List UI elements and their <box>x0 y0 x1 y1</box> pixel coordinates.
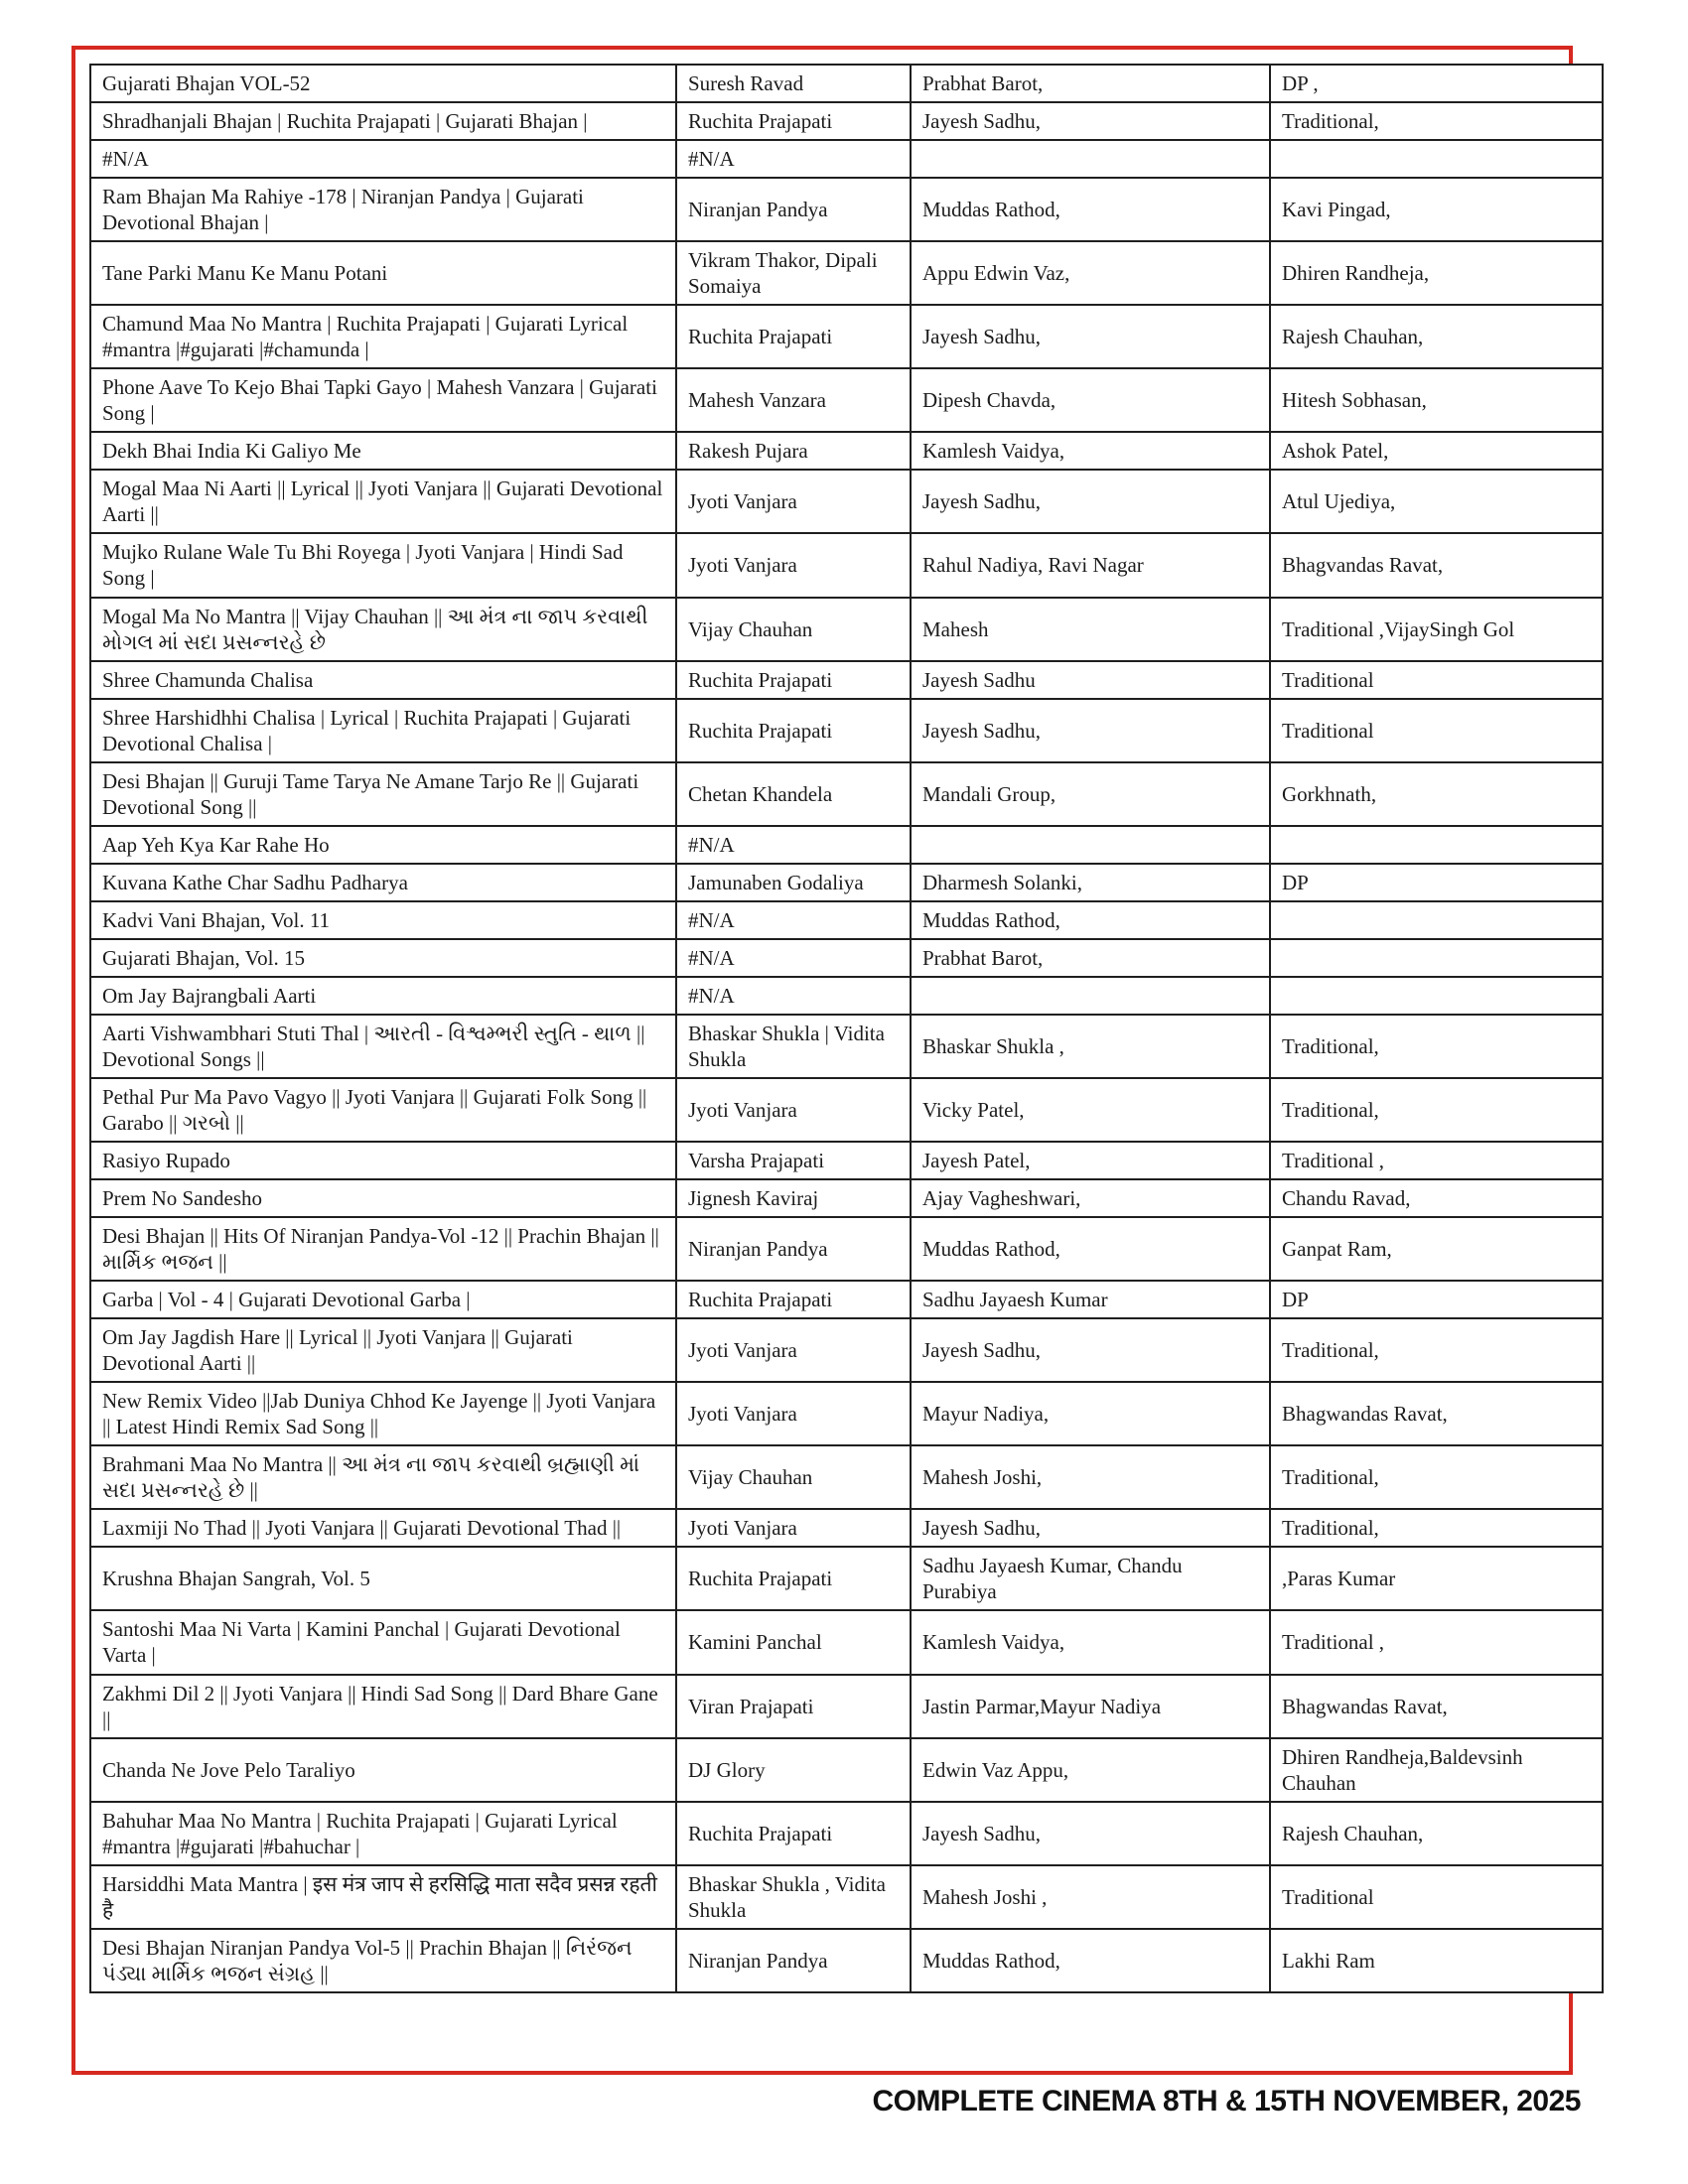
title-cell: Rasiyo Rupado <box>90 1142 676 1179</box>
music-cell: Prabhat Barot, <box>911 939 1270 977</box>
table-row <box>90 1179 1603 1217</box>
lyricist-cell: Traditional <box>1270 661 1603 699</box>
lyricist-cell: Dhiren Randheja,Baldevsinh Chauhan <box>1270 1738 1603 1802</box>
title-cell: Laxmiji No Thad || Jyoti Vanjara || Gujarati Devotional Thad || <box>90 1509 676 1547</box>
table-row <box>90 1610 1603 1674</box>
music-cell: Jayesh Sadhu, <box>911 305 1270 368</box>
table-row <box>90 1078 1603 1142</box>
title-cell: Bahuhar Maa No Mantra | Ruchita Prajapati | Gujarati Lyrical #mantra |#gujarati |#bahuchar | <box>90 1802 676 1865</box>
music-cell: Dipesh Chavda, <box>911 368 1270 432</box>
table-row <box>90 598 1603 661</box>
title-cell: Prem No Sandesho <box>90 1179 676 1217</box>
music-cell: Prabhat Barot, <box>911 65 1270 102</box>
title-cell: Chanda Ne Jove Pelo Taraliyo <box>90 1738 676 1802</box>
singer-cell: Jyoti Vanjara <box>676 1318 911 1382</box>
title-cell: Garba | Vol - 4 | Gujarati Devotional Garba | <box>90 1281 676 1318</box>
singer-cell: #N/A <box>676 977 911 1015</box>
lyricist-cell: Traditional, <box>1270 1318 1603 1382</box>
lyricist-cell: Traditional, <box>1270 1015 1603 1078</box>
music-cell: Rahul Nadiya, Ravi Nagar <box>911 533 1270 597</box>
music-cell: Edwin Vaz Appu, <box>911 1738 1270 1802</box>
table-row <box>90 533 1603 597</box>
music-cell <box>911 826 1270 864</box>
table-row <box>90 699 1603 762</box>
music-cell: Kamlesh Vaidya, <box>911 432 1270 470</box>
title-cell: #N/A <box>90 140 676 178</box>
music-cell: Mandali Group, <box>911 762 1270 826</box>
title-cell: Gujarati Bhajan, Vol. 15 <box>90 939 676 977</box>
table-row <box>90 1929 1603 1992</box>
singer-cell: Ruchita Prajapati <box>676 661 911 699</box>
title-cell: Mogal Maa Ni Aarti || Lyrical || Jyoti Vanjara || Gujarati Devotional Aarti || <box>90 470 676 533</box>
table-row <box>90 1738 1603 1802</box>
singer-cell: Chetan Khandela <box>676 762 911 826</box>
title-cell: Mogal Ma No Mantra || Vijay Chauhan || આ મંત્ર ના જાપ કરવાથી મોગલ માં સદા પ્રસન્નરહે છે <box>90 598 676 661</box>
music-cell: Mahesh Joshi , <box>911 1865 1270 1929</box>
table-row <box>90 368 1603 432</box>
music-cell: Jayesh Sadhu, <box>911 1802 1270 1865</box>
table-row <box>90 977 1603 1015</box>
table-row <box>90 901 1603 939</box>
singer-cell: Ruchita Prajapati <box>676 699 911 762</box>
release-table-body <box>90 65 1603 1992</box>
title-cell: Tane Parki Manu Ke Manu Potani <box>90 241 676 305</box>
singer-cell: Suresh Ravad <box>676 65 911 102</box>
lyricist-cell <box>1270 826 1603 864</box>
singer-cell: Varsha Prajapati <box>676 1142 911 1179</box>
singer-cell: Ruchita Prajapati <box>676 1281 911 1318</box>
lyricist-cell: Kavi Pingad, <box>1270 178 1603 241</box>
music-cell: Jastin Parmar,Mayur Nadiya <box>911 1675 1270 1738</box>
lyricist-cell: Chandu Ravad, <box>1270 1179 1603 1217</box>
title-cell: Desi Bhajan Niranjan Pandya Vol-5 || Prachin Bhajan || નિરંજન પંડ્યા માર્મિક ભજન સંગ્રહ || <box>90 1929 676 1992</box>
title-cell: Harsiddhi Mata Mantra | इस मंत्र जाप से हरसिद्धि माता सदैव प्रसन्न रहती है <box>90 1865 676 1929</box>
title-cell: Gujarati Bhajan VOL-52 <box>90 65 676 102</box>
music-cell: Sadhu Jayaesh Kumar <box>911 1281 1270 1318</box>
table-row <box>90 826 1603 864</box>
singer-cell: Jyoti Vanjara <box>676 1382 911 1445</box>
singer-cell: Niranjan Pandya <box>676 1929 911 1992</box>
singer-cell: Vijay Chauhan <box>676 598 911 661</box>
title-cell: Desi Bhajan || Guruji Tame Tarya Ne Amane Tarjo Re || Gujarati Devotional Song || <box>90 762 676 826</box>
lyricist-cell: Bhagwandas Ravat, <box>1270 1382 1603 1445</box>
table-row <box>90 140 1603 178</box>
table-row <box>90 470 1603 533</box>
lyricist-cell: Traditional ,VijaySingh Gol <box>1270 598 1603 661</box>
table-row <box>90 1382 1603 1445</box>
music-cell: Mahesh <box>911 598 1270 661</box>
singer-cell: Vijay Chauhan <box>676 1445 911 1509</box>
title-cell: Om Jay Bajrangbali Aarti <box>90 977 676 1015</box>
music-cell: Ajay Vagheshwari, <box>911 1179 1270 1217</box>
title-cell: Kuvana Kathe Char Sadhu Padharya <box>90 864 676 901</box>
table-row <box>90 661 1603 699</box>
singer-cell: Niranjan Pandya <box>676 1217 911 1281</box>
lyricist-cell <box>1270 939 1603 977</box>
singer-cell: DJ Glory <box>676 1738 911 1802</box>
table-row <box>90 864 1603 901</box>
table-row <box>90 178 1603 241</box>
lyricist-cell: DP <box>1270 1281 1603 1318</box>
table-row <box>90 1509 1603 1547</box>
singer-cell: #N/A <box>676 901 911 939</box>
title-cell: Om Jay Jagdish Hare || Lyrical || Jyoti Vanjara || Gujarati Devotional Aarti || <box>90 1318 676 1382</box>
lyricist-cell: Dhiren Randheja, <box>1270 241 1603 305</box>
singer-cell: #N/A <box>676 939 911 977</box>
lyricist-cell: Traditional <box>1270 699 1603 762</box>
table-row <box>90 1142 1603 1179</box>
lyricist-cell: ,Paras Kumar <box>1270 1547 1603 1610</box>
title-cell: Aap Yeh Kya Kar Rahe Ho <box>90 826 676 864</box>
lyricist-cell: Gorkhnath, <box>1270 762 1603 826</box>
table-row <box>90 1865 1603 1929</box>
title-cell: Dekh Bhai India Ki Galiyo Me <box>90 432 676 470</box>
table-row <box>90 432 1603 470</box>
title-cell: Chamund Maa No Mantra | Ruchita Prajapati | Gujarati Lyrical #mantra |#gujarati |#chamunda | <box>90 305 676 368</box>
singer-cell: Jyoti Vanjara <box>676 1509 911 1547</box>
music-cell: Sadhu Jayaesh Kumar, Chandu Purabiya <box>911 1547 1270 1610</box>
lyricist-cell: Traditional <box>1270 1865 1603 1929</box>
singer-cell: Ruchita Prajapati <box>676 1802 911 1865</box>
music-cell: Kamlesh Vaidya, <box>911 1610 1270 1674</box>
music-cell: Dharmesh Solanki, <box>911 864 1270 901</box>
lyricist-cell: Traditional, <box>1270 1509 1603 1547</box>
singer-cell: Ruchita Prajapati <box>676 102 911 140</box>
lyricist-cell <box>1270 901 1603 939</box>
music-cell <box>911 977 1270 1015</box>
lyricist-cell: Ashok Patel, <box>1270 432 1603 470</box>
music-cell: Mahesh Joshi, <box>911 1445 1270 1509</box>
music-cell: Mayur Nadiya, <box>911 1382 1270 1445</box>
lyricist-cell: Traditional , <box>1270 1610 1603 1674</box>
music-cell: Jayesh Sadhu <box>911 661 1270 699</box>
table-row <box>90 1445 1603 1509</box>
singer-cell: Jignesh Kaviraj <box>676 1179 911 1217</box>
title-cell: Pethal Pur Ma Pavo Vagyo || Jyoti Vanjara || Gujarati Folk Song || Garabo || ગરબો || <box>90 1078 676 1142</box>
lyricist-cell: Rajesh Chauhan, <box>1270 1802 1603 1865</box>
music-cell: Jayesh Sadhu, <box>911 102 1270 140</box>
lyricist-cell: Ganpat Ram, <box>1270 1217 1603 1281</box>
table-row <box>90 1281 1603 1318</box>
title-cell: Santoshi Maa Ni Varta | Kamini Panchal | Gujarati Devotional Varta | <box>90 1610 676 1674</box>
title-cell: Krushna Bhajan Sangrah, Vol. 5 <box>90 1547 676 1610</box>
table-row <box>90 1015 1603 1078</box>
music-cell: Jayesh Sadhu, <box>911 1509 1270 1547</box>
lyricist-cell <box>1270 977 1603 1015</box>
title-cell: Shree Harshidhhi Chalisa | Lyrical | Ruchita Prajapati | Gujarati Devotional Chalisa | <box>90 699 676 762</box>
table-row <box>90 1547 1603 1610</box>
lyricist-cell: Atul Ujediya, <box>1270 470 1603 533</box>
lyricist-cell: Traditional, <box>1270 1445 1603 1509</box>
singer-cell: Jyoti Vanjara <box>676 533 911 597</box>
table-row <box>90 65 1603 102</box>
title-cell: Shree Chamunda Chalisa <box>90 661 676 699</box>
singer-cell: #N/A <box>676 826 911 864</box>
table-row <box>90 102 1603 140</box>
singer-cell: Ruchita Prajapati <box>676 1547 911 1610</box>
singer-cell: Kamini Panchal <box>676 1610 911 1674</box>
music-cell: Muddas Rathod, <box>911 178 1270 241</box>
title-cell: Kadvi Vani Bhajan, Vol. 11 <box>90 901 676 939</box>
singer-cell: Rakesh Pujara <box>676 432 911 470</box>
title-cell: Brahmani Maa No Mantra || આ મંત્ર ના જાપ કરવાથી બ્રહ્માણી માં સદા પ્રસન્નરહે છે || <box>90 1445 676 1509</box>
music-cell: Jayesh Sadhu, <box>911 699 1270 762</box>
table-row <box>90 939 1603 977</box>
table-row <box>90 1318 1603 1382</box>
singer-cell: Mahesh Vanzara <box>676 368 911 432</box>
music-cell: Muddas Rathod, <box>911 1929 1270 1992</box>
lyricist-cell: Bhagwandas Ravat, <box>1270 1675 1603 1738</box>
lyricist-cell: Bhagvandas Ravat, <box>1270 533 1603 597</box>
singer-cell: #N/A <box>676 140 911 178</box>
title-cell: Ram Bhajan Ma Rahiye -178 | Niranjan Pandya | Gujarati Devotional Bhajan | <box>90 178 676 241</box>
title-cell: Phone Aave To Kejo Bhai Tapki Gayo | Mahesh Vanzara | Gujarati Song | <box>90 368 676 432</box>
title-cell: Shradhanjali Bhajan | Ruchita Prajapati | Gujarati Bhajan | <box>90 102 676 140</box>
music-cell: Muddas Rathod, <box>911 1217 1270 1281</box>
lyricist-cell: Hitesh Sobhasan, <box>1270 368 1603 432</box>
page-footer: COMPLETE CINEMA 8TH & 15TH NOVEMBER, 2025 <box>872 2085 1581 2117</box>
table-row <box>90 1802 1603 1865</box>
lyricist-cell: Rajesh Chauhan, <box>1270 305 1603 368</box>
title-cell: Zakhmi Dil 2 || Jyoti Vanjara || Hindi Sad Song || Dard Bhare Gane || <box>90 1675 676 1738</box>
music-cell <box>911 140 1270 178</box>
title-cell: Aarti Vishwambhari Stuti Thal | આરતી - વિશ્વમ્ભરી સ્તુતિ - થાળ || Devotional Songs || <box>90 1015 676 1078</box>
table-row <box>90 1217 1603 1281</box>
release-listing-table <box>89 64 1604 1993</box>
title-cell: Desi Bhajan || Hits Of Niranjan Pandya-Vol -12 || Prachin Bhajan || માર્મિક ભજન || <box>90 1217 676 1281</box>
singer-cell: Jyoti Vanjara <box>676 470 911 533</box>
lyricist-cell: Traditional , <box>1270 1142 1603 1179</box>
music-cell: Jayesh Sadhu, <box>911 470 1270 533</box>
music-cell: Muddas Rathod, <box>911 901 1270 939</box>
lyricist-cell <box>1270 140 1603 178</box>
title-cell: Mujko Rulane Wale Tu Bhi Royega | Jyoti Vanjara | Hindi Sad Song | <box>90 533 676 597</box>
singer-cell: Viran Prajapati <box>676 1675 911 1738</box>
music-cell: Jayesh Sadhu, <box>911 1318 1270 1382</box>
table-row <box>90 241 1603 305</box>
music-cell: Bhaskar Shukla , <box>911 1015 1270 1078</box>
title-cell: New Remix Video ||Jab Duniya Chhod Ke Jayenge || Jyoti Vanjara || Latest Hindi Remix Sad Song || <box>90 1382 676 1445</box>
singer-cell: Ruchita Prajapati <box>676 305 911 368</box>
table-row <box>90 1675 1603 1738</box>
lyricist-cell: DP , <box>1270 65 1603 102</box>
singer-cell: Bhaskar Shukla , Vidita Shukla <box>676 1865 911 1929</box>
singer-cell: Bhaskar Shukla | Vidita Shukla <box>676 1015 911 1078</box>
lyricist-cell: Traditional, <box>1270 102 1603 140</box>
lyricist-cell: Traditional, <box>1270 1078 1603 1142</box>
lyricist-cell: Lakhi Ram <box>1270 1929 1603 1992</box>
singer-cell: Niranjan Pandya <box>676 178 911 241</box>
singer-cell: Vikram Thakor, Dipali Somaiya <box>676 241 911 305</box>
lyricist-cell: DP <box>1270 864 1603 901</box>
music-cell: Jayesh Patel, <box>911 1142 1270 1179</box>
singer-cell: Jyoti Vanjara <box>676 1078 911 1142</box>
music-cell: Appu Edwin Vaz, <box>911 241 1270 305</box>
music-cell: Vicky Patel, <box>911 1078 1270 1142</box>
table-row <box>90 762 1603 826</box>
singer-cell: Jamunaben Godaliya <box>676 864 911 901</box>
table-row <box>90 305 1603 368</box>
